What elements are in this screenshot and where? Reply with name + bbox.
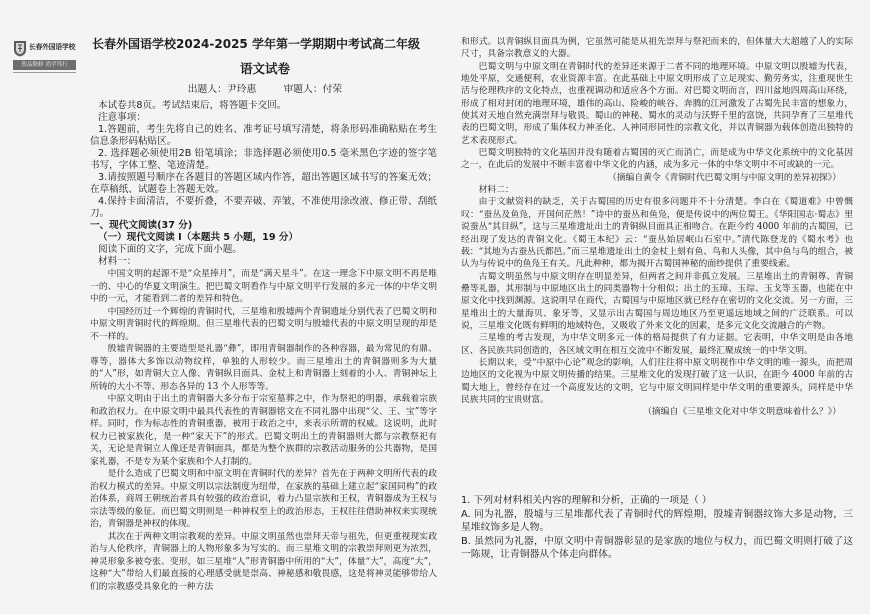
question-reviewer: 审题人：付荣 <box>283 84 343 95</box>
material-one-label: 材料一： <box>98 256 137 267</box>
material-paragraph: 由于文献资料的缺乏，关于古蜀国的历史有很多问题并不十分清楚。李白在《蜀道难》中曾慨叹：“蚕丛及鱼凫，开国何茫然！”诗中的蚕丛和鱼凫，便是传说中的两位蜀王。《华阳国志·蜀志》里说蚕丛“其目纵”，这与三星堆遗址出土的青铜纵目面具正相吻合。在距今约 4000 年前的古蜀国，已经出现了发达的青铜文化。《蜀王本纪》云：“蚕丛始居岷山石室中。”清代陈登龙的《蜀水考》也载：“其地为古蚕丛氏都邑。”而三星堆遗址出土的金杖上刻有鱼、鸟和人头像，其中鱼与鸟的组合，被认为与传说中的鱼凫王有关。凡此种种，都为揭开古蜀国神秘的面纱提供了重要线索。 <box>461 197 853 270</box>
material-paragraph: 其次在于两种文明宗教观的差异。中原文明虽然也崇拜天帝与祖先，但更重视现实政治与人伦秩序，青铜器上的人物形象多为写实的。而三星堆文明的宗教崇拜则更为浓烈，神灵形象多被夸张、变形，如三星堆“人”形青铜器中所用的“大”，体量“大”，高度“大”，这种“大”带给人们最直接的心理感受就是崇高、神秘感和敬畏感，这是将神灵能够带给人们的宗教感受具象化的一种方法 <box>90 531 437 592</box>
material-paragraph: 和形式。以青铜纵目面具为例，它虽然可能是从祖先崇拜与祭祀而来的，但体量大大超越了人的实际尺寸，具备宗教意义的大器。 <box>461 37 853 60</box>
notes-item: 3.请按照题号顺序在各题目的答题区域内作答，超出答题区域书写的答案无效；在草稿纸、试题卷上答题无效。 <box>90 172 437 195</box>
question-stem: 1. 下列对材料相关内容的理解和分析，正确的一项是（ ） <box>461 495 712 506</box>
material-paragraph: 殷墟青铜器的主要造型是礼器“彝”，即用青铜器制作的各种容器，最为常见的有鼎、尊等，器体大多饰以动物纹样，单独的人形较少。而三星堆出土的青铜器则多为大量的“人”形，如青铜大立人像、青铜纵目面具、金杖上和青铜器上刻着的小人、青铜神坛上所铸的大小不等、形态各异的 13 个人形等等。 <box>90 344 437 392</box>
material-two-label: 材料二： <box>478 185 514 196</box>
exam-title: 长春外国语学校2024-2025 学年第一学期期中考试高二年级 <box>92 37 420 51</box>
right-column <box>461 36 853 492</box>
exam-authors <box>92 83 438 96</box>
material-two-source: （摘编自《三星堆文化对中华文明意味着什么？》） <box>643 407 841 418</box>
question-option-a: A. 同为礼器，殷墟与三星堆都代表了青铜时代的辉煌期，殷墟青铜器纹饰大多是动物，三星堆纹饰多是人物。 <box>461 508 853 534</box>
material-paragraph: 古蜀文明虽然与中原文明存在明显差异，但两者之间并非孤立发展。三星堆出土的青铜尊、青铜罍等礼器，其形制与中原地区出土的同类器物十分相似；出土的玉璋、玉琮、玉戈等玉器，也能在中原文化中找到渊源。这说明早在商代，古蜀国与中原地区就已经存在密切的文化交流。另一方面，三星堆出土的大量海贝、象牙等，又显示出古蜀国与周边地区乃至更遥远地域之间的广泛联系。可以说，三星堆文化既有鲜明的地域特色，又吸收了外来文化的因素，是多元文化交流融合的产物。 <box>461 271 853 331</box>
material-one-left <box>90 268 437 608</box>
material-paragraph: 中国文明的起源不是“众星捧月”，而是“满天星斗”。在这一理念下中原文明不再是唯一的、中心的华夏文明演生。把巴蜀文明看作与中原文明平行发展的多元一体的中华文明中的一元，才能看到二者的差异和特色。 <box>90 269 437 304</box>
logo-motto: 敦品勤修 尚学笃行 <box>13 60 76 70</box>
exam-notes <box>90 100 437 220</box>
material-paragraph: 巴蜀文明独特的文化基因并没有随着古蜀国的灭亡而消亡，而是成为中华文化系统中的文化基因之一，在此后的发展中不断丰富着中华文化的内涵，成为多元一体的中华文明中不可或缺的一元。 <box>461 148 853 171</box>
material-one-source: （摘编自黄令《青铜时代巴蜀文明与中原文明的差异初探》） <box>607 172 841 183</box>
logo-divider <box>13 72 76 73</box>
school-crest-icon <box>13 40 27 57</box>
question-option-b: B. 虽然同为礼器，中原文明中青铜器彰显的是家族的地位与权力，而巴蜀文明则打破了这一陈规，让青铜器从个体走向群体。 <box>461 535 853 561</box>
notes-item: 4.保持卡面清洁，不要折叠，不要弄破、弄皱，不准使用涂改液、修正带、刮纸刀。 <box>90 196 437 219</box>
notes-intro: 本试卷共8页。考试结束后，将答题卡交回。 <box>98 100 287 111</box>
school-logo <box>13 39 77 75</box>
notes-heading: 注意事项： <box>98 112 146 123</box>
notes-item: 1.答题前，考生先将自己的姓名、准考证号填写清楚，将条形码准确粘贴在考生信息条形码粘贴区。 <box>90 124 437 147</box>
question-one <box>461 494 853 608</box>
material-paragraph: 长期以来，受“中原中心论”观念的影响，人们往往将中原文明视作中华文明的唯一源头，而把周边地区的文化视为中原文明传播的结果。三星堆文化的发现打破了这一认识，在距今 4000 年前的古蜀大地上，曾经存在过一个高度发达的文明，它与中原文明同样是中华文明的重要源头，同样是中华民族共同的宝贵财富。 <box>461 357 853 405</box>
reading-section-header <box>90 220 437 268</box>
material-paragraph: 中国经历过一个辉煌的青铜时代，三星堆和殷墟两个青铜遗址分别代表了巴蜀文明和中原文明青铜时代的辉煌期。但三星堆代表的巴蜀文明与殷墟代表的中原文明呈现的却是不一样的。 <box>90 306 437 342</box>
left-column <box>90 100 437 608</box>
notes-item: 2. 选择题必须使用2B 铅笔填涂；非选择题必须使用0.5 毫米黑色字迹的签字笔书写，字体工整、笔迹清楚。 <box>90 148 437 171</box>
section-subtitle: （一）现代文阅读 I（本题共 5 小题，19 分） <box>98 232 299 243</box>
material-paragraph: 三星堆的考古发现，为中华文明多元一体的格局提供了有力证据。它表明，中华文明是由各地区、各民族共同创造的，各区域文明在相互交流中不断发展，最终汇聚成统一的中华文明。 <box>461 333 853 356</box>
question-setter: 出题人：尹玲惠 <box>187 84 257 95</box>
material-paragraph: 是什么造成了巴蜀文明和中原文明在青铜时代的差异？首先在于两种文明所代表的政治权力模式的差异。中原文明以宗法制度为纽带，在家族的基础上建立起“家国同构”的政治体系，商周王朝统治者具有较强的政治意识，着力凸显宗族和王权，青铜器成为王权与宗法等级的象征。而巴蜀文明则是一种神权至上的政治形态，王权往往借助神权来实现统治，青铜器是神权的体现。 <box>90 469 437 529</box>
section-title: 一、现代文阅读(37 分) <box>90 220 193 231</box>
material-paragraph: 巴蜀文明与中原文明在青铜时代的差异还来源于二者不同的地理环境。中原文明以殷墟为代表，地处平原，交通便利，农业资源丰富。在此基础上中原文明形成了立足现实、勤劳务实，注重现世生活与伦理秩序的文化特点，也重视调动和适应各个方面。对巴蜀文明而言，四川盆地四周高山环绕，形成了相对封闭的地理环境，雄伟的高山、险峻的峡谷、奔腾的江河激发了古蜀先民丰富的想象力，使其对天地自然充满崇拜与敬畏。蜀山的神秘、蜀水的灵动与沃野千里的富饶，共同孕育了三星堆代表的巴蜀文明，形成了集体权力神圣化、人神同形同性的宗教文化，并以青铜器为载体创造出独特的艺术表现形式。 <box>461 61 853 146</box>
logo-school-name: 长春外国语学校 <box>29 43 76 51</box>
material-paragraph: 中原文明由于出土的青铜器大多分布于宗室墓葬之中，作为祭祀的明器，承载着宗族和政治权力。在中原文明中最具代表性的青铜器铭文在不同礼器中出现“父、王、宝”等字样。同时，作为标志性的青铜重器，被用于政治之中，来表示所谓的权威。这说明，此时权力已被家族化，是一种“家天下”的形式。巴蜀文明出土的青铜器则大都与宗教祭祀有关，无论是青铜立人像还是青铜面具，都是为整个族群的宗教活动服务的公共器物，是国家礼器，不是专为某个家族和个人打制的。 <box>90 394 437 467</box>
material-continued <box>461 36 853 419</box>
section-instruction: 阅读下面的文字，完成下面小题。 <box>98 244 242 255</box>
exam-subject: 语文试卷 <box>239 61 290 76</box>
